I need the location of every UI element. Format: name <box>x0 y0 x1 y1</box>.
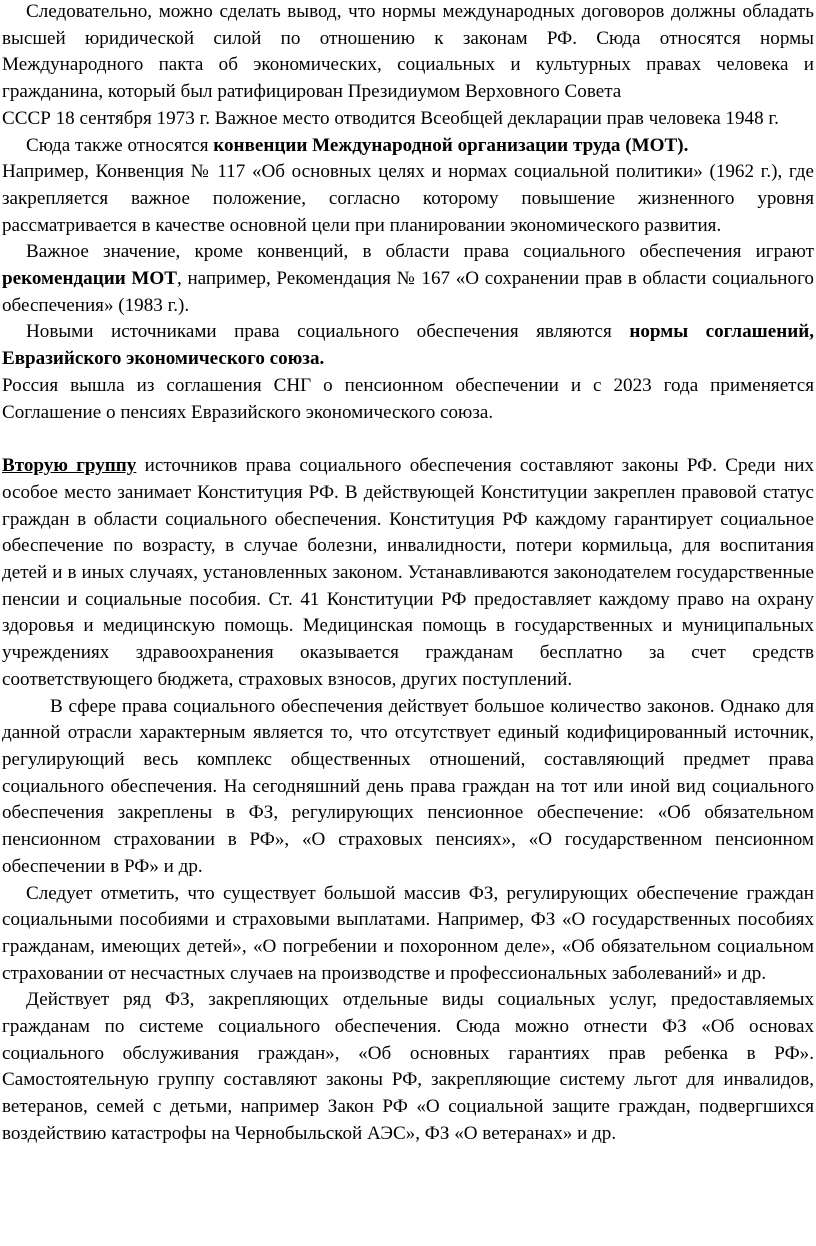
paragraph-text: источников права социального обеспечения составляют законы РФ. Среди них особое место занимает Конституция РФ. В действующей Конституции закреплен правовой статус граждан в области социального обеспечения. Конституция РФ каждому гарантирует социальное обеспечение по возрасту, в случае болезни, инвалидности, потери кормильца, для воспитания детей и в иных случаях, установленных законом. Устанавливаются законодателем государственные пенсии и социальные пособия. Ст. 41 Конституции РФ предоставляет каждому право на охрану здоровья и медицинскую помощь. Медицинская помощь в государственных и муниципальных учреждениях здравоохранения оказывается гражданам бесплатно за счет средств соответствующего бюджета, страховых взносов, других поступлений. <box>2 455 814 690</box>
paragraph-text: Следовательно, можно сделать вывод, что нормы международных договоров должны обладать высшей юридической силой по отношению к законам РФ. Сюда относятся нормы Международного пакта об экономических, социальных и культурных правах человека и гражданина, который был ратифицирован Президиумом Верховного Совета <box>2 1 814 103</box>
bold-term-eaeu-agreements: нормы соглашений, Евразийского экономического союза. <box>2 321 815 370</box>
paragraph-text: Сюда также относятся <box>26 134 214 156</box>
paragraph-text: Следует отметить, что существует большой массив ФЗ, регулирующих обеспечение граждан социальными пособиями и страховыми выплатами. Например, ФЗ «О государственных пособиях гражданам, имеющих детей», «О погребении и похоронном деле», «Об обязательном социальном страховании от несчастных случаев на производстве и профессиональных заболеваний» и др. <box>2 882 814 984</box>
paragraph-social-services-laws <box>2 987 814 1147</box>
paragraph-text: Важное значение, кроме конвенций, в области права социального обеспечения играют <box>26 241 814 263</box>
paragraph-cis-withdrawal <box>2 373 814 426</box>
bold-term-ilo-recommendations: рекомендации МОТ <box>2 268 177 290</box>
paragraph-laws-sphere <box>2 694 814 881</box>
paragraph-international-treaties-cont <box>2 106 814 133</box>
paragraph-ilo-recommendations <box>2 239 814 319</box>
paragraph-convention-117 <box>2 159 814 239</box>
paragraph-second-group <box>2 453 814 693</box>
underlined-term-second-group: Вторую группу <box>2 455 137 477</box>
paragraph-text: СССР 18 сентября 1973 г. Важное место отводится Всеобщей декларации прав человека 1948 г. <box>2 107 779 129</box>
bold-term-ilo-conventions: конвенции Международной организации труда (МОТ). <box>213 134 689 156</box>
paragraph-text: Например, Конвенция № 117 «Об основных целях и нормах социальной политики» (1962 г.), где закрепляется важное положение, согласно которому повышение жизненного уровня рассматривается в качестве основной цели при планировании экономического развития. <box>2 161 814 236</box>
paragraph-international-treaties <box>2 0 814 106</box>
paragraph-text: Новыми источниками права социального обеспечения являются <box>26 321 630 343</box>
paragraph-text: , например, Рекомендация № 167 «О сохранении прав в области социального обеспечения» (1983 г.). <box>2 268 814 316</box>
bold-term-second-group <box>2 455 136 476</box>
paragraph-text: В сфере права социального обеспечения действует большое количество законов. Однако для данной отрасли характерным является то, что отсутствует единый кодифицированный источник, регулирующий весь комплекс общественных отношений, составляющий предмет права социального обеспечения. На сегодняшний день права граждан на тот или иной вид социального обеспечения закреплены в ФЗ, регулирующих пенсионное обеспечение: «Об обязательном пенсионном страховании в РФ», «О страховых пенсиях», «О государственном пенсионном обеспечении в РФ» и др. <box>2 695 814 877</box>
paragraph-eaeu-agreements <box>2 319 814 372</box>
paragraph-spacer <box>2 426 814 453</box>
paragraph-ilo-conventions <box>2 133 814 160</box>
paragraph-text: Россия вышла из соглашения СНГ о пенсионном обеспечении и с 2023 года применяется Соглашение о пенсиях Евразийского экономического союза. <box>2 374 814 423</box>
paragraph-benefits-laws <box>2 881 814 988</box>
paragraph-text: Действует ряд ФЗ, закрепляющих отдельные виды социальных услуг, предоставляемых гражданам по системе социального обеспечения. Сюда можно отнести ФЗ «Об основах социального обслуживания граждан», «Об основных гарантиях прав ребенка в РФ». Самостоятельную группу составляют законы РФ, закрепляющие систему льгот для инвалидов, ветеранов, семей с детьми, например Закон РФ «О социальной защите граждан, подвергшихся воздействию катастрофы на Чернобыльской АЭС», ФЗ «О ветеранах» и др. <box>2 989 814 1144</box>
